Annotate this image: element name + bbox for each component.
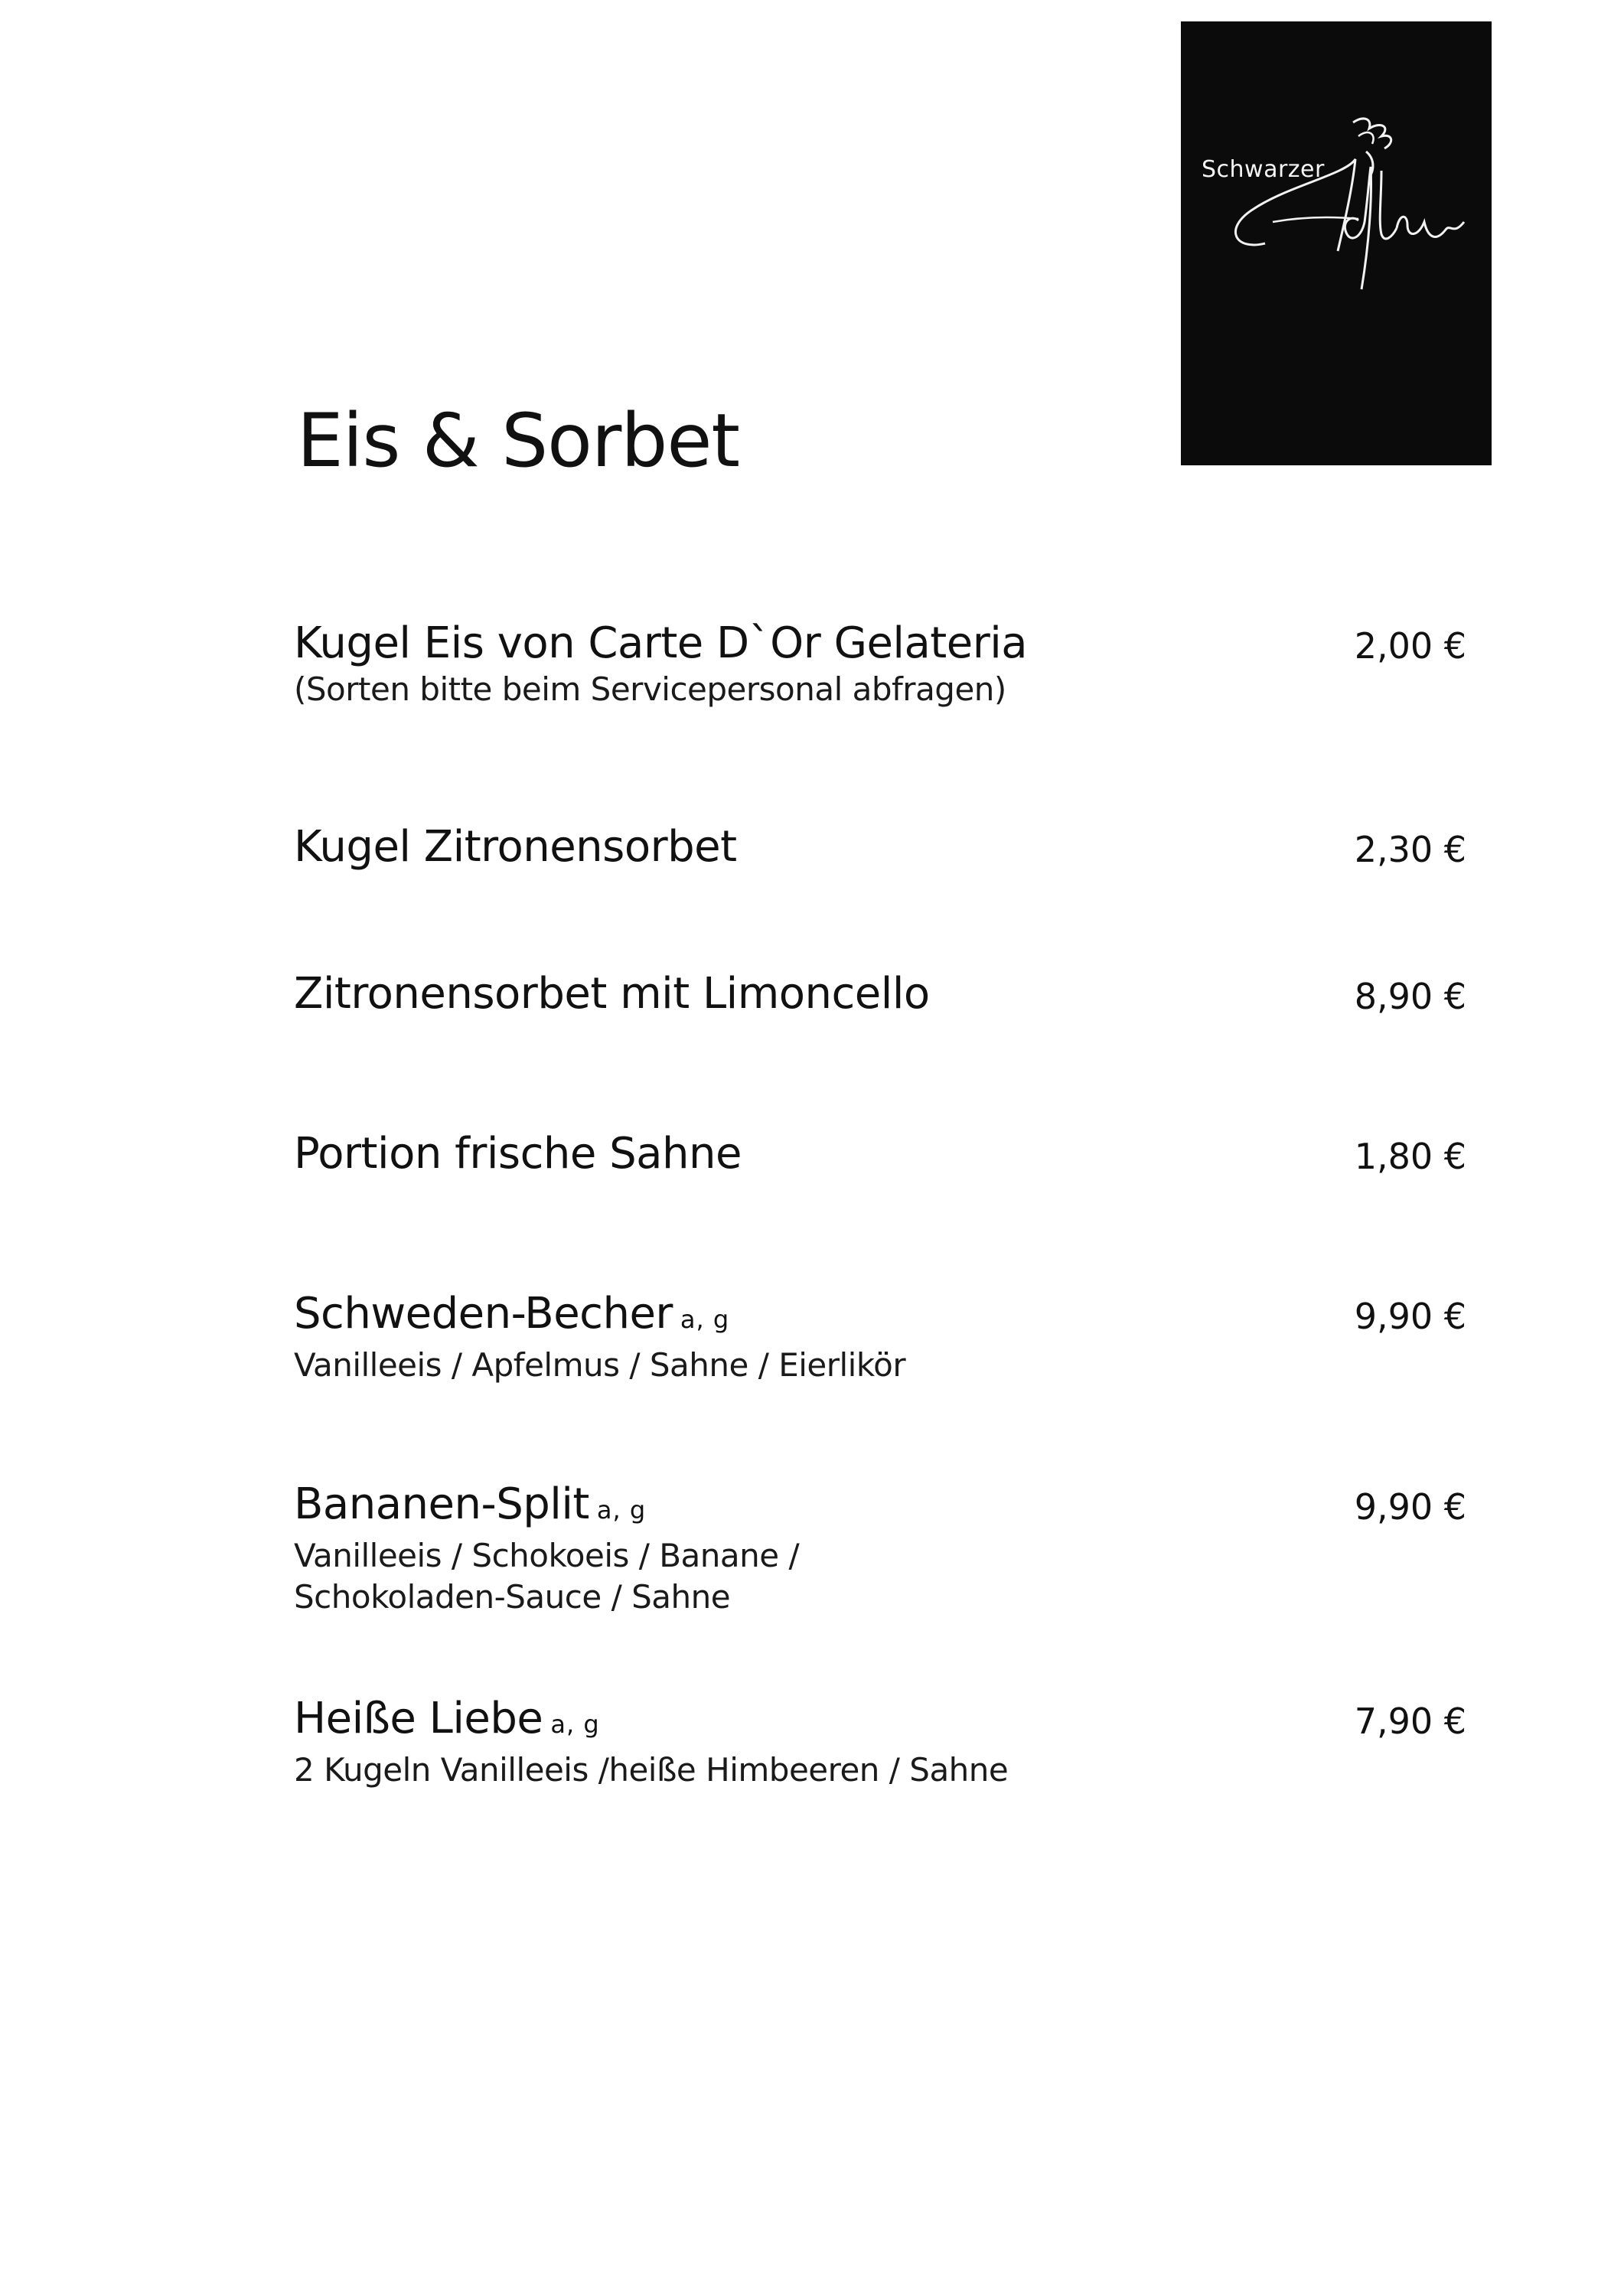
allergen-codes: a, g bbox=[596, 1495, 647, 1525]
menu-item bbox=[294, 822, 1466, 872]
item-price: 2,30 € bbox=[1354, 829, 1466, 870]
item-price: 2,00 € bbox=[1354, 625, 1466, 667]
menu-item bbox=[294, 969, 1466, 1019]
item-price: 7,90 € bbox=[1354, 1701, 1466, 1742]
menu-item bbox=[294, 1479, 1466, 1618]
item-description bbox=[294, 1345, 1466, 1386]
item-description-line: Schokoladen-Sauce / Sahne bbox=[294, 1578, 731, 1616]
allergen-codes: a, g bbox=[680, 1305, 730, 1334]
item-name: Kugel Zitronensorbet bbox=[294, 822, 737, 872]
item-name-text: Bananen-Split bbox=[294, 1479, 589, 1529]
menu-item bbox=[294, 618, 1466, 710]
menu-item bbox=[294, 1289, 1466, 1386]
item-price: 8,90 € bbox=[1354, 976, 1466, 1017]
logo-wordmark: Schwarzer bbox=[1202, 156, 1325, 183]
item-description-line: (Sorten bitte beim Servicepersonal abfragen) bbox=[294, 670, 1006, 708]
item-name: Zitronensorbet mit Limoncello bbox=[294, 969, 930, 1019]
allergen-codes: a, g bbox=[550, 1710, 600, 1739]
page-title: Eis & Sorbet bbox=[297, 398, 740, 484]
item-description bbox=[294, 669, 1466, 710]
item-name: Portion frische Sahne bbox=[294, 1129, 742, 1179]
item-name-text: Schweden-Becher bbox=[294, 1289, 673, 1339]
eagle-logo-icon bbox=[1181, 21, 1492, 465]
item-description-line: Vanilleeis / Apfelmus / Sahne / Eierlikör bbox=[294, 1346, 906, 1384]
item-description bbox=[294, 1535, 1466, 1618]
item-name bbox=[294, 1289, 1466, 1345]
item-price: 9,90 € bbox=[1354, 1296, 1466, 1337]
item-description-line: 2 Kugeln Vanilleeis /heiße Himbeeren / Sahne bbox=[294, 1751, 1009, 1789]
brand-logo bbox=[1181, 21, 1492, 465]
item-name bbox=[294, 1694, 1466, 1750]
item-name bbox=[294, 1479, 1466, 1535]
item-name-text: Heiße Liebe bbox=[294, 1694, 543, 1743]
item-description-line: Vanilleeis / Schokoeis / Banane / bbox=[294, 1537, 800, 1574]
item-description bbox=[294, 1750, 1466, 1791]
item-price: 1,80 € bbox=[1354, 1136, 1466, 1177]
menu-item bbox=[294, 1694, 1466, 1791]
item-price: 9,90 € bbox=[1354, 1486, 1466, 1528]
menu-item bbox=[294, 1129, 1466, 1179]
item-name: Kugel Eis von Carte D`Or Gelateria bbox=[294, 618, 1028, 668]
